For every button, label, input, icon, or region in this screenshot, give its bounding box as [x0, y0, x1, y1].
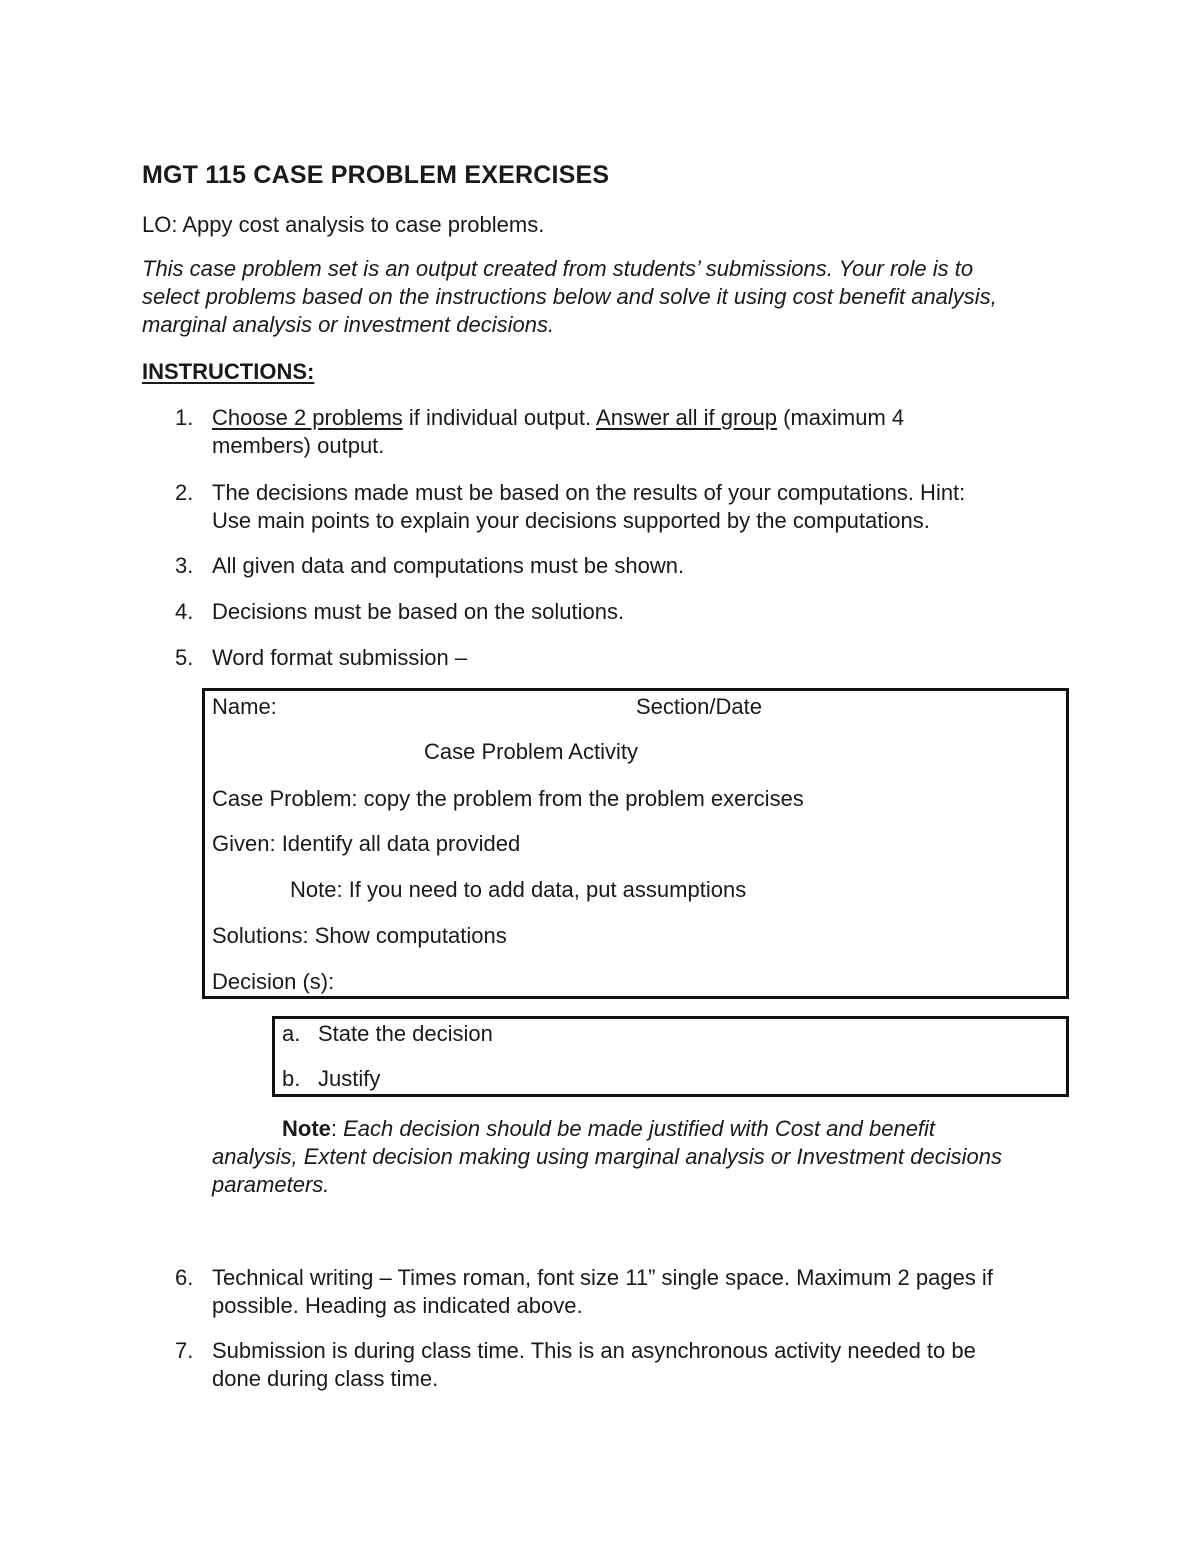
- note-line-2: analysis, Extent decision making using marginal analysis or Investment decisions: [212, 1144, 1002, 1169]
- note-line-3: parameters.: [212, 1172, 330, 1197]
- item-4-line-1: Decisions must be based on the solutions.: [212, 599, 625, 624]
- item-7-line-2: done during class time.: [212, 1366, 439, 1391]
- intro-line-2: select problems based on the instructions below and solve it using cost benefit analysis,: [142, 284, 997, 309]
- template-solutions: Solutions: Show computations: [212, 923, 507, 948]
- template-activity-title: Case Problem Activity: [424, 739, 638, 764]
- note-text-1: Each decision should be made justified with Cost and benefit: [343, 1116, 936, 1141]
- item-6-number: 6.: [175, 1265, 194, 1290]
- item-3-line-1: All given data and computations must be shown.: [212, 553, 685, 578]
- item-1-line-2: members) output.: [212, 433, 385, 458]
- choose-problems-text: Choose 2 problems: [212, 405, 403, 430]
- decision-b-marker: b.: [282, 1066, 301, 1091]
- item-6-line-1: Technical writing – Times roman, font size 11” single space. Maximum 2 pages if: [212, 1265, 993, 1290]
- item-1-number: 1.: [175, 405, 194, 430]
- template-case-problem: Case Problem: copy the problem from the problem exercises: [212, 786, 804, 811]
- item-2-line-1: The decisions made must be based on the results of your computations. Hint:: [212, 480, 966, 505]
- template-section-date-label: Section/Date: [636, 694, 762, 719]
- item-6-line-2: possible. Heading as indicated above.: [212, 1293, 583, 1318]
- item-4-number: 4.: [175, 599, 194, 624]
- item-1-line-1: [212, 404, 904, 432]
- decision-b-text: Justify: [318, 1066, 381, 1091]
- note-colon: :: [330, 1116, 344, 1141]
- note-line-1: [282, 1115, 935, 1143]
- template-note: Note: If you need to add data, put assumptions: [290, 877, 747, 902]
- item-5-line-1: Word format submission –: [212, 645, 468, 670]
- intro-line-3: marginal analysis or investment decisions.: [142, 312, 555, 337]
- item-1-text-b: (maximum 4: [777, 405, 905, 430]
- decision-a-marker: a.: [282, 1021, 301, 1046]
- decision-a-text: State the decision: [318, 1021, 493, 1046]
- note-label: Note: [282, 1116, 331, 1141]
- template-decisions: Decision (s):: [212, 969, 335, 994]
- item-5-number: 5.: [175, 645, 194, 670]
- item-2-line-2: Use main points to explain your decisions supported by the computations.: [212, 508, 930, 533]
- item-1-text-a: if individual output.: [402, 405, 597, 430]
- item-2-number: 2.: [175, 480, 194, 505]
- learning-objective: LO: Appy cost analysis to case problems.: [142, 212, 545, 237]
- page-title: MGT 115 CASE PROBLEM EXERCISES: [142, 161, 610, 189]
- item-7-line-1: Submission is during class time. This is an asynchronous activity needed to be: [212, 1338, 976, 1363]
- item-7-number: 7.: [175, 1338, 194, 1363]
- item-3-number: 3.: [175, 553, 194, 578]
- template-name-label: Name:: [212, 694, 277, 719]
- intro-line-1: This case problem set is an output created from students’ submissions. Your role is to: [142, 256, 974, 281]
- instructions-heading: INSTRUCTIONS:: [142, 359, 315, 384]
- answer-all-text: Answer all if group: [596, 405, 778, 430]
- template-given: Given: Identify all data provided: [212, 831, 521, 856]
